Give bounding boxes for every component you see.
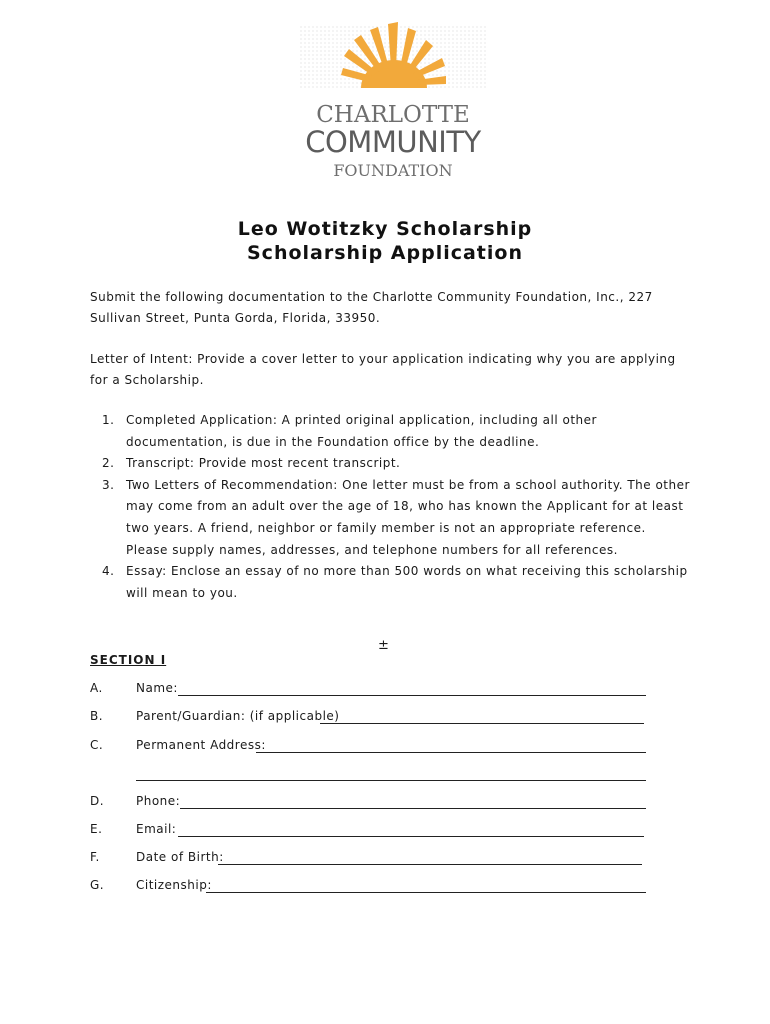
name-input-line[interactable]	[178, 681, 646, 696]
list-item	[90, 410, 690, 453]
foundation-logo	[288, 18, 498, 180]
plus-minus-symbol: ±	[378, 638, 389, 653]
citizenship-field-row	[90, 878, 660, 896]
field-letter: G.	[90, 878, 105, 892]
field-label: Permanent Address:	[136, 738, 266, 752]
document-subtitle: Scholarship Application	[247, 242, 523, 264]
field-label: Date of Birth:	[136, 850, 224, 864]
email-input-line[interactable]	[178, 822, 644, 837]
phone-input-line[interactable]	[180, 794, 646, 809]
citizenship-input-line[interactable]	[206, 878, 646, 893]
section-heading: SECTION I	[90, 653, 167, 667]
field-label: Email:	[136, 822, 177, 836]
field-letter: E.	[90, 822, 103, 836]
list-item	[90, 453, 690, 475]
name-field-row	[90, 681, 660, 699]
field-label: Parent/Guardian: (if applicable)	[136, 709, 340, 723]
permanent-address-input-line[interactable]	[256, 738, 646, 753]
list-item-text: Two Letters of Recommendation: One letter must be from a school authority. The other may come from an adult over the age of 18, who has known the Applicant for at least two years. A friend, neighbor or family member is not an appropriate reference. Please supply names, addresses, and telephone numbers for all references.	[126, 477, 690, 557]
field-letter: F.	[90, 850, 100, 864]
permanent-address-field-row	[90, 738, 660, 756]
list-item-number: 1.	[102, 413, 115, 427]
parent-guardian-input-line[interactable]	[320, 709, 644, 724]
sun-logo-icon	[288, 18, 498, 108]
list-item-number: 4.	[102, 564, 115, 579]
list-item-number: 3.	[102, 477, 115, 492]
field-letter: D.	[90, 794, 105, 808]
field-label: Citizenship:	[136, 878, 212, 892]
date-of-birth-input-line[interactable]	[218, 850, 642, 865]
field-label: Name:	[136, 681, 178, 695]
letter-of-intent-instructions: Letter of Intent: Provide a cover letter to your application indicating why you are applying for a Scholarship.	[90, 352, 676, 387]
list-item-text: Completed Application: A printed original application, including all other documentation, is due in the Foundation office by the deadline.	[126, 413, 597, 449]
list-item-number: 2.	[102, 456, 115, 471]
field-letter: C.	[90, 738, 104, 752]
document-title: Leo Wotitzky Scholarship	[237, 218, 533, 240]
field-letter: B.	[90, 709, 104, 723]
logo-text-foundation: FOUNDATION	[333, 161, 453, 180]
parent-guardian-field-row	[90, 709, 660, 727]
field-letter: A.	[90, 681, 103, 695]
list-item-text: Transcript: Provide most recent transcript.	[126, 456, 401, 471]
submit-instructions: Submit the following documentation to the Charlotte Community Foundation, Inc., 227 Sullivan Street, Punta Gorda, Florida, 33950.	[90, 290, 653, 325]
list-item-text: Essay: Enclose an essay of no more than 500 words on what receiving this scholarship will mean to you.	[126, 564, 688, 600]
address-continuation-row	[90, 766, 660, 784]
logo-text-charlotte: CHARLOTTE	[316, 102, 470, 128]
date-of-birth-field-row	[90, 850, 660, 868]
address-line-2-input-line[interactable]	[136, 766, 646, 781]
field-label: Phone:	[136, 794, 181, 808]
email-field-row	[90, 822, 660, 840]
requirements-list	[90, 410, 690, 604]
list-item	[90, 475, 690, 561]
logo-text-community: COMMUNITY	[305, 125, 481, 159]
list-item	[90, 561, 690, 604]
phone-field-row	[90, 794, 660, 812]
